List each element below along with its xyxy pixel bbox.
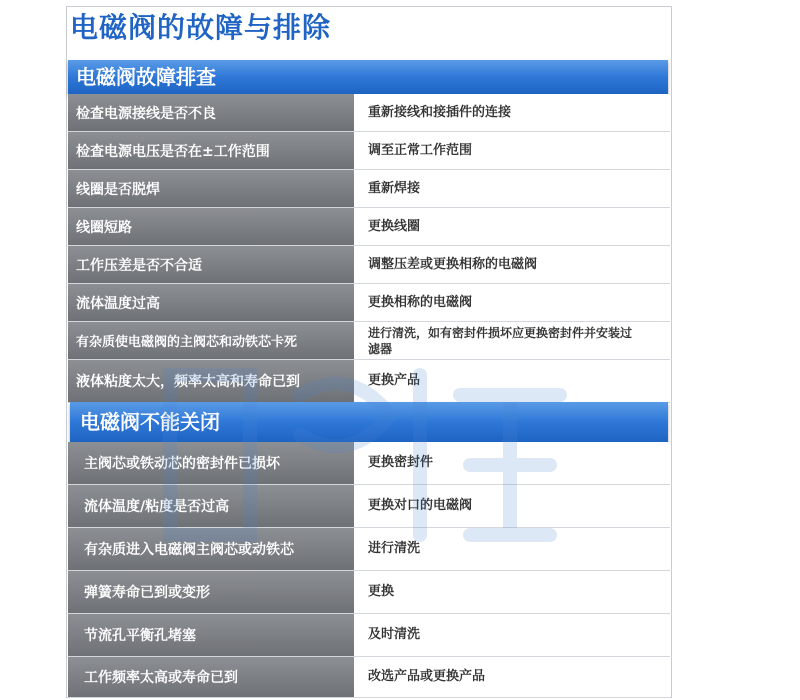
section-header-cannot-close xyxy=(70,402,668,442)
remedy-cell: 重新接线和接插件的连接 xyxy=(354,94,670,131)
remedy-cell: 更换对口的电磁阀 xyxy=(354,485,670,527)
remedy-cell: 更换线圈 xyxy=(354,208,670,245)
table-row xyxy=(68,246,670,284)
section-header-label: 电磁阀故障排查 xyxy=(76,65,216,89)
table-row xyxy=(68,360,670,403)
remedy-cell: 更换 xyxy=(354,571,670,613)
table-row xyxy=(68,170,670,208)
table-row xyxy=(68,322,670,360)
cause-cell: 有杂质进入电磁阀主阀芯或动铁芯 xyxy=(68,528,354,570)
table-row xyxy=(68,442,670,485)
cause-cell: 弹簧寿命已到或变形 xyxy=(68,571,354,613)
remedy-cell: 进行清洗 xyxy=(354,528,670,570)
table-row xyxy=(68,132,670,170)
table-row xyxy=(68,614,670,657)
table-row xyxy=(68,94,670,132)
remedy-cell: 更换密封件 xyxy=(354,442,670,484)
section-header-label: 电磁阀不能关闭 xyxy=(80,410,220,434)
remedy-cell: 及时清洗 xyxy=(354,614,670,656)
cause-cell: 液体粘度太大，频率太高和寿命已到 xyxy=(68,360,354,402)
table-row xyxy=(68,571,670,614)
troubleshooting-table xyxy=(68,94,670,403)
table-row xyxy=(68,284,670,322)
cause-cell: 线圈是否脱焊 xyxy=(68,170,354,207)
section-header-troubleshooting xyxy=(68,60,668,94)
remedy-cell: 调至正常工作范围 xyxy=(354,132,670,169)
remedy-cell: 更换相称的电磁阀 xyxy=(354,284,670,321)
table-row xyxy=(68,208,670,246)
remedy-cell: 调整压差或更换相称的电磁阀 xyxy=(354,246,670,283)
remedy-cell: 改选产品或更换产品 xyxy=(354,657,670,697)
remedy-cell: 重新焊接 xyxy=(354,170,670,207)
table-row xyxy=(68,528,670,571)
cause-cell: 流体温度/粘度是否过高 xyxy=(68,485,354,527)
cannot-close-table xyxy=(68,442,670,698)
table-row xyxy=(68,485,670,528)
remedy-cell: 更换产品 xyxy=(354,360,670,402)
cause-cell: 节流孔平衡孔堵塞 xyxy=(68,614,354,656)
cause-cell: 流体温度过高 xyxy=(68,284,354,321)
cause-cell: 有杂质使电磁阀的主阀芯和动铁芯卡死 xyxy=(68,322,354,359)
cause-cell: 检查电源接线是否不良 xyxy=(68,94,354,131)
cause-cell: 主阀芯或铁动芯的密封件已损坏 xyxy=(68,442,354,484)
remedy-cell: 进行清洗，如有密封件损坏应更换密封件并安装过滤器 xyxy=(354,322,670,359)
page-title: 电磁阀的故障与排除 xyxy=(70,11,332,44)
cause-cell: 线圈短路 xyxy=(68,208,354,245)
table-row xyxy=(68,657,670,698)
cause-cell: 工作频率太高或寿命已到 xyxy=(68,657,354,697)
cause-cell: 检查电源电压是否在±工作范围 xyxy=(68,132,354,169)
cause-cell: 工作压差是否不合适 xyxy=(68,246,354,283)
